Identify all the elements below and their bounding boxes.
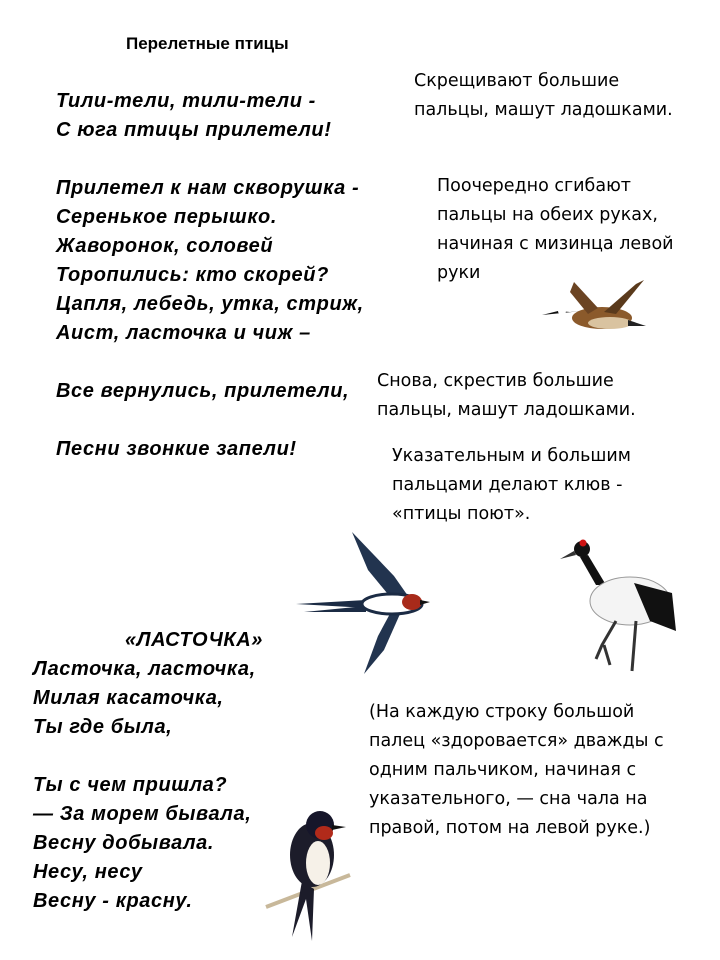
instruction-note-5 bbox=[369, 698, 664, 843]
poem-line: Серенькое перышко. bbox=[56, 206, 278, 228]
instruction-note-1 bbox=[414, 67, 673, 125]
note-line: начиная с мизинца левой bbox=[437, 234, 674, 254]
page-title: Перелетные птицы bbox=[126, 34, 289, 53]
poem-line: Весну - красну. bbox=[33, 890, 193, 912]
note-line: Скрещивают большие bbox=[414, 71, 620, 91]
poem-line: — За морем бывала, bbox=[33, 803, 252, 825]
poem-lastochka bbox=[33, 626, 263, 916]
poem-line: Аист, ласточка и чиж – bbox=[56, 322, 311, 344]
note-line: Поочередно сгибают bbox=[437, 176, 631, 196]
note-line: «птицы поют». bbox=[392, 504, 531, 524]
poem-line: Ты где была, bbox=[33, 716, 173, 738]
note-line: (На каждую строку большой bbox=[369, 702, 635, 722]
flying-goose-image bbox=[540, 278, 648, 336]
note-line: одним пальчиком, начиная с bbox=[369, 760, 637, 780]
instruction-note-4 bbox=[392, 442, 631, 529]
note-line: пальцы, машут ладошками. bbox=[414, 100, 673, 120]
poem-line: Несу, несу bbox=[33, 861, 143, 883]
poem-line: Цапля, лебедь, утка, стриж, bbox=[56, 293, 364, 315]
poem-heading: «ЛАСТОЧКА» bbox=[125, 629, 264, 651]
note-line: Снова, скрестив большие bbox=[377, 371, 614, 391]
perched-swallow-image bbox=[262, 805, 358, 945]
poem-line: Прилетел к нам скворушка - bbox=[56, 177, 360, 199]
note-line: пальцы на обеих руках, bbox=[437, 205, 658, 225]
note-line: палец «здоровается» дважды с bbox=[369, 731, 664, 751]
poem-line: Тили-тели, тили-тели - bbox=[56, 90, 316, 112]
poem-line: Весну добывала. bbox=[33, 832, 215, 854]
note-line: указательного, — сна чала на bbox=[369, 789, 648, 809]
instruction-note-2 bbox=[437, 172, 674, 288]
note-line: пальцами делают клюв - bbox=[392, 475, 623, 495]
note-line: пальцы, машут ладошками. bbox=[377, 400, 636, 420]
poem-line: Милая касаточка, bbox=[33, 687, 224, 709]
poem-line: Жаворонок, соловей bbox=[56, 235, 274, 257]
poem-line: Ты с чем пришла? bbox=[33, 774, 228, 796]
note-line: руки bbox=[437, 263, 481, 283]
poem-line: Песни звонкие запели! bbox=[56, 438, 297, 460]
poem-line: С юга птицы прилетели! bbox=[56, 119, 332, 141]
poem-perelyotnye-ptitsy bbox=[56, 87, 364, 464]
poem-line: Все вернулись, прилетели, bbox=[56, 380, 350, 402]
flying-swallow-image bbox=[296, 530, 432, 676]
crane-image bbox=[560, 535, 678, 673]
note-line: Указательным и большим bbox=[392, 446, 631, 466]
poem-line: Ласточка, ласточка, bbox=[33, 658, 256, 680]
note-line: правой, потом на левой руке.) bbox=[369, 818, 651, 838]
poem-line: Торопились: кто скорей? bbox=[56, 264, 329, 286]
instruction-note-3 bbox=[377, 367, 636, 425]
